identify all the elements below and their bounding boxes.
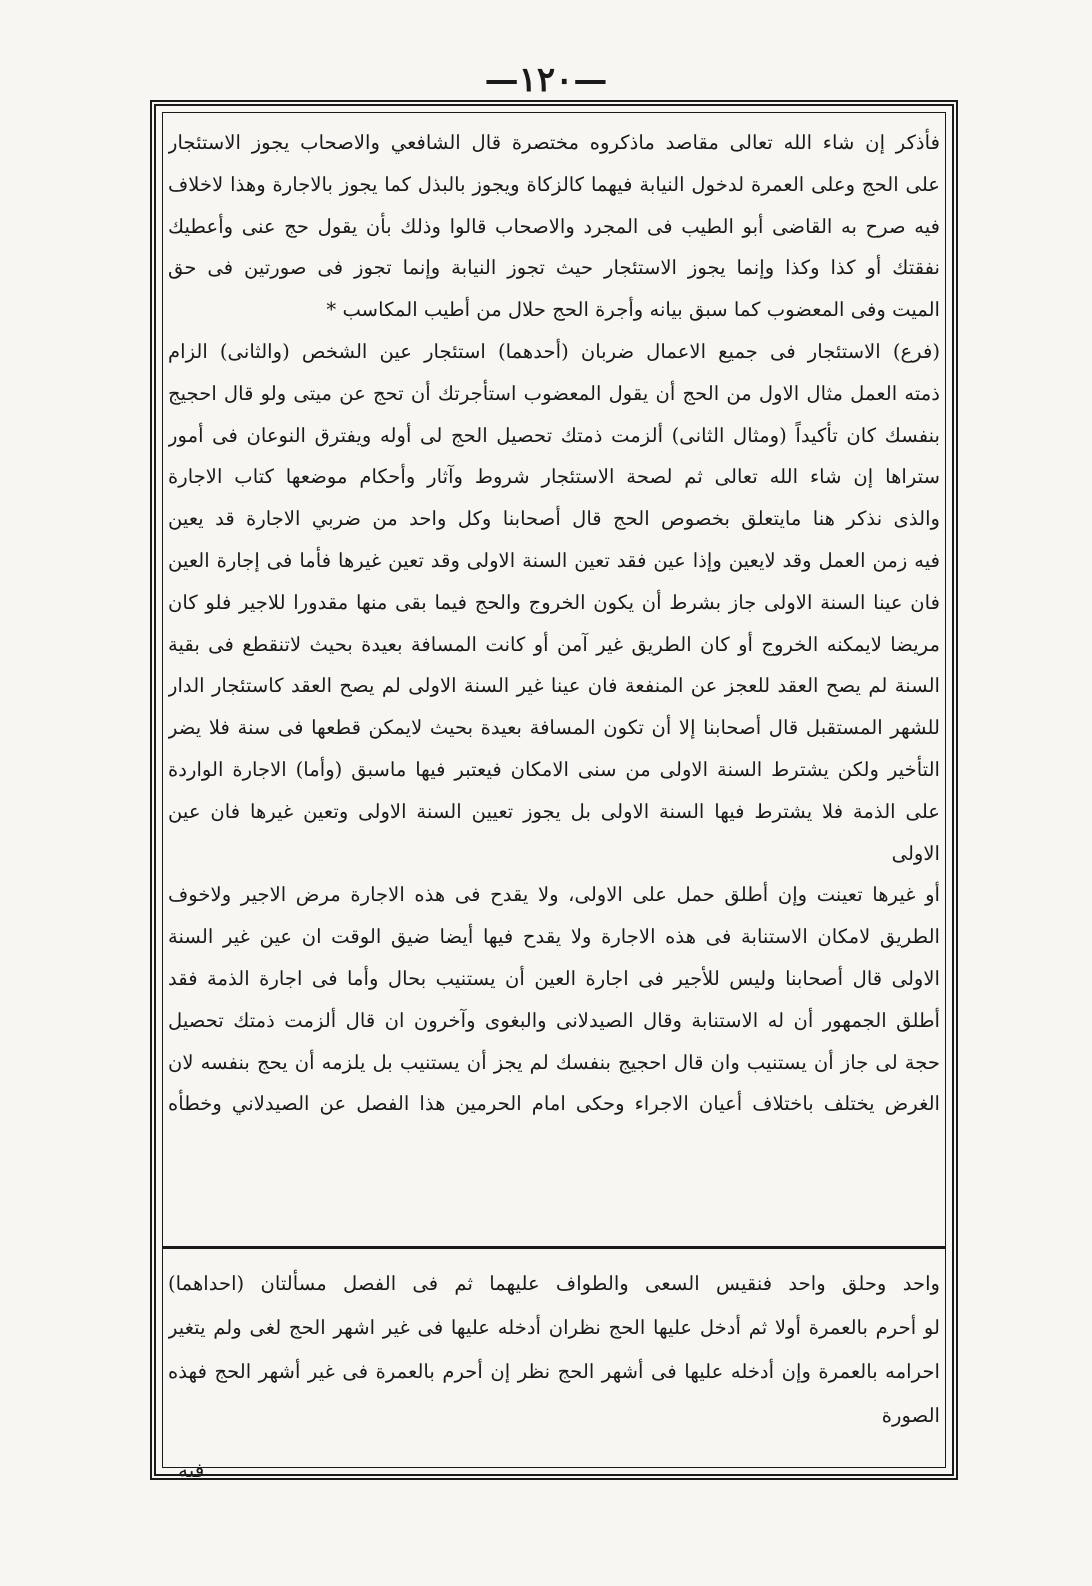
text-line: نفقتك أو كذا وكذا وإنما يجوز الاستئجار حيث تجوز النيابة وإنما تجوز فى صورتين فى حق (168, 256, 940, 280)
footnote-text (168, 1262, 940, 1452)
text-line: فيه زمن العمل وقد لايعين وإذا عين فقد تعين السنة الاولى وقد تعين غيرها فأما فى إجارة العين (168, 548, 940, 572)
footnote-divider (162, 1246, 946, 1249)
text-line: التأخير ولكن يشترط السنة الاولى من سنى الامكان فيعتبر فيها ماسبق (وأما) الاجارة الواردة (168, 757, 940, 781)
text-line: أو غيرها تعينت وإن أطلق حمل على الاولى، ولا يقدح فى هذه الاجارة مرض الاجير ولاخوف (168, 883, 940, 907)
footnote-line: احرامه بالعمرة وإن أدخله عليها فى أشهر الحج نظر إن أحرم بالعمرة فى غير أشهر الحج فهذه الصورة (168, 1360, 940, 1427)
text-line: فأذكر إن شاء الله تعالى مقاصد ماذكروه مختصرة قال الشافعي والاصحاب يجوز الاستئجار (168, 131, 940, 154)
catchword: فيه (178, 1458, 205, 1482)
text-line: مريضا لايمكنه الخروج أو كان الطريق غير آمن أو كانت المسافة بعيدة بحيث لاتنقطع فى بقية (168, 632, 940, 656)
text-line: بنفسك كان تأكيداً (ومثال الثانى) ألزمت ذمتك تحصيل الحج لى أوله ويفترق النوعان فى أمور (168, 423, 940, 447)
footnote-line: لو أحرم بالعمرة أولا ثم أدخل عليها الحج نظران أدخله عليها فى غير اشهر الحج لغى ولم يتغير (168, 1316, 940, 1339)
text-line: للشهر المستقبل قال أصحابنا إلا أن تكون المسافة بعيدة بحيث لايمكن قطعها فى سنة فلا يضر (168, 716, 940, 740)
footnote-line: واحد وحلق واحد فنقيس السعى والطواف عليهما ثم فى الفصل مسألتان (احداهما) (168, 1272, 940, 1295)
text-line: فيه صرح به القاضى أبو الطيب فى المجرد والاصحاب قالوا وذلك بأن يقول حج عنى وأعطيك (168, 214, 940, 238)
main-text (168, 122, 940, 1230)
text-line: ذمته العمل مثال الاول من الحج أن يقول المعضوب استأجرتك أن تحج عن ميتى ولو قال احجيج (168, 381, 940, 405)
text-line: أطلق الجمهور أن له الاستنابة وقال الصيدلانى والبغوى وآخرون ان قال ألزمت ذمتك تحصيل (168, 1008, 940, 1032)
text-line: حجة لى جاز أن يستنيب وان قال احجيج بنفسك لم يجز أن يستنيب بل يلزمه أن يحج بنفسه لان (168, 1050, 940, 1074)
text-line: الاولى قال أصحابنا وليس للأجير فى اجارة العين أن يستنيب بحال وأما فى اجارة الذمة فقد (168, 966, 940, 990)
text-line: ستراها إن شاء الله تعالى ثم لصحة الاستئجار شروط وآثار وأحكام موضعها كتاب الاجارة (168, 465, 940, 489)
text-line: السنة لم يصح العقد للعجز عن المنفعة فان عينا غير السنة الاولى لم يصح العقد كاستئجار الدار (168, 674, 940, 698)
text-line: (فرع) الاستئجار فى جميع الاعمال ضربان (أحدهما) استئجار عين الشخص (والثانى) الزام (168, 339, 940, 363)
text-line: فان عينا السنة الاولى جاز بشرط أن يكون الخروج والحج فيما بقى منها مقدورا للاجير فلو كان (168, 590, 940, 614)
text-line: والذى نذكر هنا مايتعلق بخصوص الحج قال أصحابنا وكل واحد من ضربي الاجارة قد يعين (168, 507, 940, 531)
text-line: على الحج وعلى العمرة لدخول النيابة فيهما كالزكاة ويجوز بالبذل كما يجوز بالاجارة وهذا لاخلاف (168, 172, 940, 196)
page-number: —١٢٠— (484, 60, 608, 100)
text-line: على الذمة فلا يشترط فيها السنة الاولى بل يجوز تعيين السنة الاولى وتعين غيرها فان عين الاولى (168, 799, 940, 865)
text-line: الميت وفى المعضوب كما سبق بيانه وأجرة الحج حلال من أطيب المكاسب * (326, 298, 940, 322)
text-line: الغرض يختلف باختلاف أعيان الاجراء وحكى امام الحرمين هذا الفصل عن الصيدلاني وخطأه (168, 1092, 940, 1116)
text-line: الطريق لامكان الاستنابة فى هذه الاجارة ولا يقدح فيها أيضا ضيق الوقت ان عين غير السنة (168, 925, 940, 949)
